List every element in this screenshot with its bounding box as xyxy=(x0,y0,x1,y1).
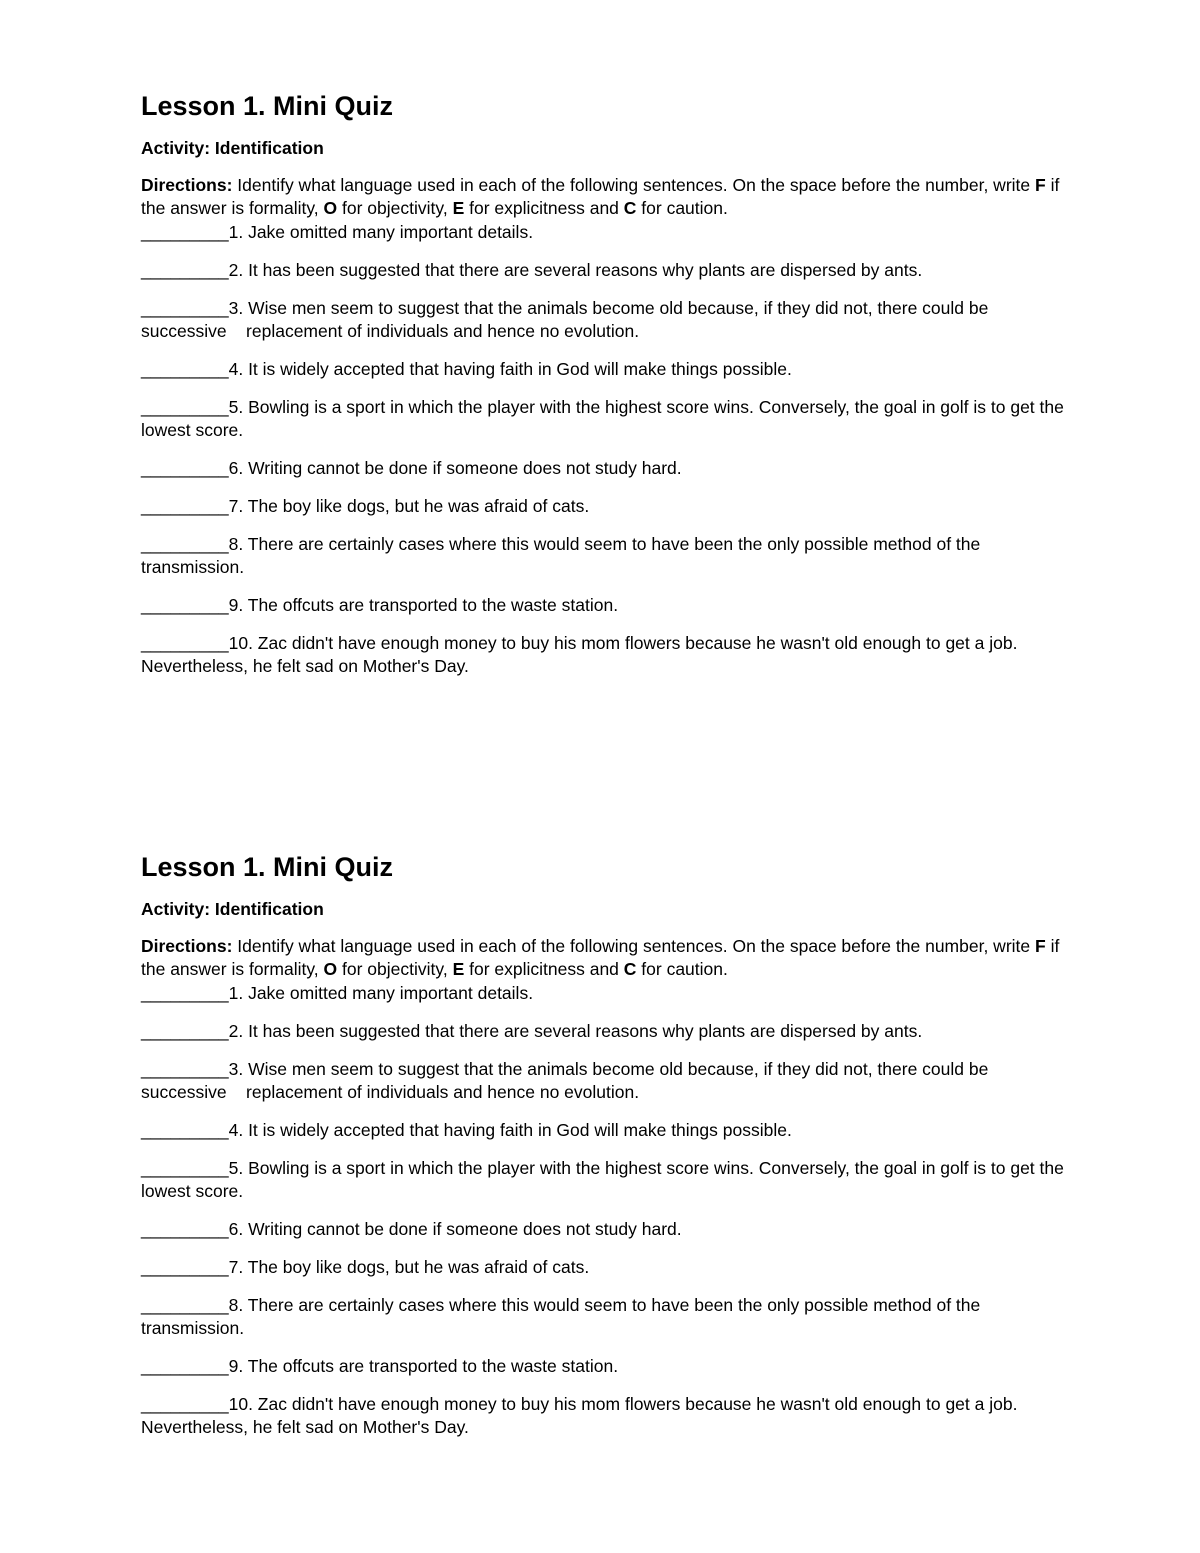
question-text: 1. Jake omitted many important details. xyxy=(228,222,534,242)
answer-blank[interactable]: _________ xyxy=(141,633,229,653)
question-item xyxy=(141,632,1076,678)
answer-blank[interactable]: _________ xyxy=(141,595,229,615)
directions-text: for caution. xyxy=(636,198,728,218)
code-o: O xyxy=(323,198,338,218)
answer-blank[interactable]: _________ xyxy=(141,458,229,478)
question-item xyxy=(141,1058,1076,1104)
question-item xyxy=(141,396,1076,442)
question-text: 5. Bowling is a sport in which the player with the highest score wins. Conversely, the goal in golf is to get the lowest score. xyxy=(141,1158,1064,1201)
answer-blank[interactable]: _________ xyxy=(141,222,229,242)
question-item xyxy=(141,1119,1076,1142)
directions-label: Directions: xyxy=(141,175,233,195)
question-text: 2. It has been suggested that there are several reasons why plants are dispersed by ants. xyxy=(228,260,923,280)
code-f: F xyxy=(1035,175,1046,195)
answer-blank[interactable]: _________ xyxy=(141,260,229,280)
code-c: C xyxy=(623,959,637,979)
question-text: 6. Writing cannot be done if someone does not study hard. xyxy=(228,1219,682,1239)
answer-blank[interactable]: _________ xyxy=(141,496,229,516)
question-item xyxy=(141,1020,1076,1043)
answer-blank[interactable]: _________ xyxy=(141,298,229,318)
directions-text: for explicitness and xyxy=(464,198,624,218)
quiz-title: Lesson 1. Mini Quiz xyxy=(141,852,394,882)
answer-blank[interactable]: _________ xyxy=(141,534,229,554)
question-item xyxy=(141,358,1076,381)
answer-blank[interactable]: _________ xyxy=(141,983,229,1003)
question-item xyxy=(141,259,1076,282)
question-item xyxy=(141,1393,1076,1439)
question-text: 7. The boy like dogs, but he was afraid of cats. xyxy=(228,496,590,516)
question-text: 5. Bowling is a sport in which the player with the highest score wins. Conversely, the goal in golf is to get the lowest score. xyxy=(141,397,1064,440)
code-f: F xyxy=(1035,936,1046,956)
question-text: 3. Wise men seem to suggest that the animals become old because, if they did not, there could be successive replacement of individuals and hence no evolution. xyxy=(141,298,994,341)
directions-text: Identify what language used in each of the following sentences. On the space before the number, write xyxy=(232,175,1035,195)
code-o: O xyxy=(323,959,338,979)
directions-label: Directions: xyxy=(141,936,233,956)
question-item xyxy=(141,1294,1076,1340)
question-text: 8. There are certainly cases where this would seem to have been the only possible method of the transmission. xyxy=(141,534,981,577)
question-text: 4. It is widely accepted that having faith in God will make things possible. xyxy=(228,359,792,379)
answer-blank[interactable]: _________ xyxy=(141,1059,229,1079)
question-text: 10. Zac didn't have enough money to buy his mom flowers because he wasn't old enough to get a job. Nevertheless, he felt sad on Mother's Day. xyxy=(141,633,1018,676)
code-e: E xyxy=(452,959,465,979)
directions-text: for objectivity, xyxy=(337,959,453,979)
code-c: C xyxy=(623,198,637,218)
question-text: 8. There are certainly cases where this would seem to have been the only possible method of the transmission. xyxy=(141,1295,981,1338)
activity-heading: Activity: Identification xyxy=(141,899,324,919)
answer-blank[interactable]: _________ xyxy=(141,1295,229,1315)
question-item xyxy=(141,457,1076,480)
question-item xyxy=(141,1218,1076,1241)
question-text: 9. The offcuts are transported to the waste station. xyxy=(228,1356,619,1376)
question-list xyxy=(141,982,1076,1454)
answer-blank[interactable]: _________ xyxy=(141,1120,229,1140)
quiz-section-2 xyxy=(141,851,1076,1437)
question-item xyxy=(141,1256,1076,1279)
answer-blank[interactable]: _________ xyxy=(141,1257,229,1277)
question-text: 7. The boy like dogs, but he was afraid of cats. xyxy=(228,1257,590,1277)
answer-blank[interactable]: _________ xyxy=(141,1158,229,1178)
question-item xyxy=(141,982,1076,1005)
quiz-section-1 xyxy=(141,90,1076,676)
directions-paragraph xyxy=(141,935,1076,981)
activity-heading: Activity: Identification xyxy=(141,138,324,158)
question-text: 2. It has been suggested that there are several reasons why plants are dispersed by ants. xyxy=(228,1021,923,1041)
answer-blank[interactable]: _________ xyxy=(141,397,229,417)
question-text: 9. The offcuts are transported to the waste station. xyxy=(228,595,619,615)
directions-text: if the answer is formality, xyxy=(141,175,1060,218)
directions-text: for caution. xyxy=(636,959,728,979)
directions-paragraph xyxy=(141,174,1076,220)
directions-text: if the answer is formality, xyxy=(141,936,1060,979)
question-item xyxy=(141,1355,1076,1378)
directions-text: for explicitness and xyxy=(464,959,624,979)
question-text: 6. Writing cannot be done if someone does not study hard. xyxy=(228,458,682,478)
answer-blank[interactable]: _________ xyxy=(141,1219,229,1239)
quiz-title: Lesson 1. Mini Quiz xyxy=(141,91,394,121)
question-text: 10. Zac didn't have enough money to buy his mom flowers because he wasn't old enough to get a job. Nevertheless, he felt sad on Mother's Day. xyxy=(141,1394,1018,1437)
directions-text: Identify what language used in each of the following sentences. On the space before the number, write xyxy=(232,936,1035,956)
question-item xyxy=(141,594,1076,617)
directions-text: for objectivity, xyxy=(337,198,453,218)
question-text: 3. Wise men seem to suggest that the animals become old because, if they did not, there could be successive replacement of individuals and hence no evolution. xyxy=(141,1059,994,1102)
code-e: E xyxy=(452,198,465,218)
question-item xyxy=(141,221,1076,244)
question-text: 4. It is widely accepted that having faith in God will make things possible. xyxy=(228,1120,792,1140)
question-list xyxy=(141,221,1076,693)
answer-blank[interactable]: _________ xyxy=(141,1394,229,1414)
answer-blank[interactable]: _________ xyxy=(141,1021,229,1041)
question-text: 1. Jake omitted many important details. xyxy=(228,983,534,1003)
answer-blank[interactable]: _________ xyxy=(141,1356,229,1376)
question-item xyxy=(141,297,1076,343)
answer-blank[interactable]: _________ xyxy=(141,359,229,379)
question-item xyxy=(141,495,1076,518)
question-item xyxy=(141,1157,1076,1203)
question-item xyxy=(141,533,1076,579)
